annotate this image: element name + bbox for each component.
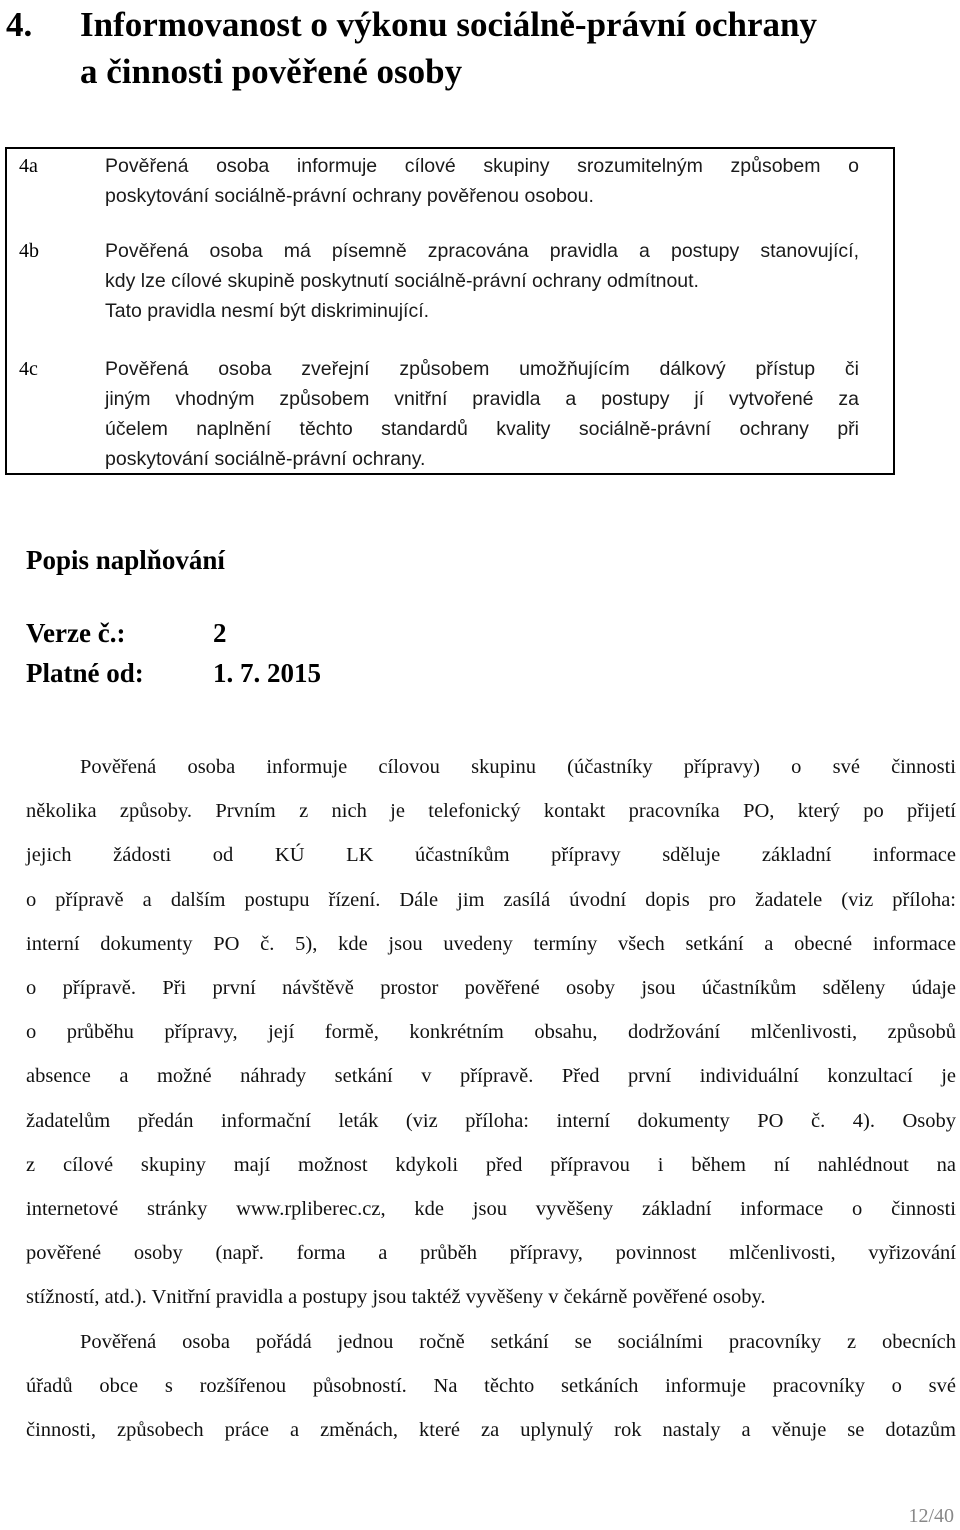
standard-text-line: Pověřená osoba má písemně zpracována pravidla a postupy stanovující, [105,240,859,262]
paragraph-line: žadatelům předán informační leták (viz příloha: interní dokumenty PO č. 4). Osoby [26,1109,956,1132]
paragraph-line: z cílové skupiny mají možnost kdykoli před přípravou i během ní nahlédnout na [26,1153,956,1176]
paragraph-line: činnosti, způsobech práce a změnách, které za uplynulý rok nastaly a věnuje se dotazům [26,1419,956,1442]
standard-text [105,151,859,211]
standard-text-line: Tato pravidla nesmí být diskriminující. [105,300,430,322]
valid-from-label: Platné od: [26,658,144,688]
paragraph-line: pověřené osoby (např. forma a průběh přípravy, povinnost mlčenlivosti, vyřizování [26,1242,956,1265]
standards-box [5,147,895,475]
standard-text-line: jiným vhodným způsobem vnitřní pravidla a postupy jí vytvořené za [105,388,859,410]
paragraph-line: Pověřená osoba pořádá jednou ročně setkání se sociálními pracovníky z obecních [80,1331,956,1353]
page-number: 12/40 [908,1505,954,1527]
paragraph-line: o přípravě. Při první návštěvě prostor pověřené osoby jsou účastníkům sděleny údaje [26,977,956,1000]
version-value: 2 [213,618,227,648]
paragraph-information [26,745,956,1320]
standard-code: 4a [19,155,38,177]
paragraph-meetings [26,1320,956,1453]
standard-text-line: účelem naplnění těchto standardů kvality sociálně-právní ochrany při [105,418,859,440]
standard-text-line: Pověřená osoba zveřejní způsobem umožňujícím dálkový přístup či [105,358,859,380]
paragraph-line: několika způsoby. Prvním z nich je telefonický kontakt pracovníka PO, který po přijetí [26,800,956,823]
section-title-line-1: Informovanost o výkonu sociálně-právní ochrany [80,5,818,44]
paragraph-line: stížností, atd.). Vnitřní pravidla a postupy jsou taktéž vyvěšeny v čekárně pověřené osoby. [26,1286,766,1309]
standard-text-line: poskytování sociálně-právní ochrany pověřenou osobou. [105,185,594,207]
section-title-line-2: a činnosti pověřené osoby [80,52,463,91]
paragraph-line: interní dokumenty PO č. 5), kde jsou uvedeny termíny všech setkání a obecné informace [26,932,956,955]
standard-text-line: poskytování sociálně-právní ochrany. [105,448,426,470]
paragraph-line: Pověřená osoba informuje cílovou skupinu (účastníky přípravy) o své činnosti [80,756,956,778]
standard-code: 4c [19,358,38,380]
valid-from-value: 1. 7. 2015 [213,658,321,688]
paragraph-line: úřadů obce s rozšířenou působností. Na těchto setkáních informuje pracovníky o své [26,1375,956,1398]
standard-text-line: Pověřená osoba informuje cílové skupiny srozumitelným způsobem o [105,155,859,177]
description-heading: Popis naplňování [26,545,225,575]
paragraph-line: jejich žádosti od KÚ LK účastníkům přípravy sděluje základní informace [26,844,956,867]
paragraph-line: absence a možné náhrady setkání v přípravě. Před první individuální konzultací je [26,1065,956,1088]
standard-text [105,354,859,474]
section-number: 4. [6,5,33,44]
standard-text-line: kdy lze cílové skupině poskytnutí sociálně-právní ochrany odmítnout. [105,270,699,292]
paragraph-line: o přípravě a dalším postupu řízení. Dále jim zasílá úvodní dopis pro žadatele (viz příloha: [26,888,956,911]
version-label: Verze č.: [26,618,126,648]
standard-text [105,236,859,326]
paragraph-line: internetové stránky www.rpliberec.cz, kde jsou vyvěšeny základní informace o činnosti [26,1198,956,1221]
paragraph-line: o průběhu přípravy, její formě, konkrétním obsahu, dodržování mlčenlivosti, způsobů [26,1021,956,1044]
standard-code: 4b [19,240,39,262]
